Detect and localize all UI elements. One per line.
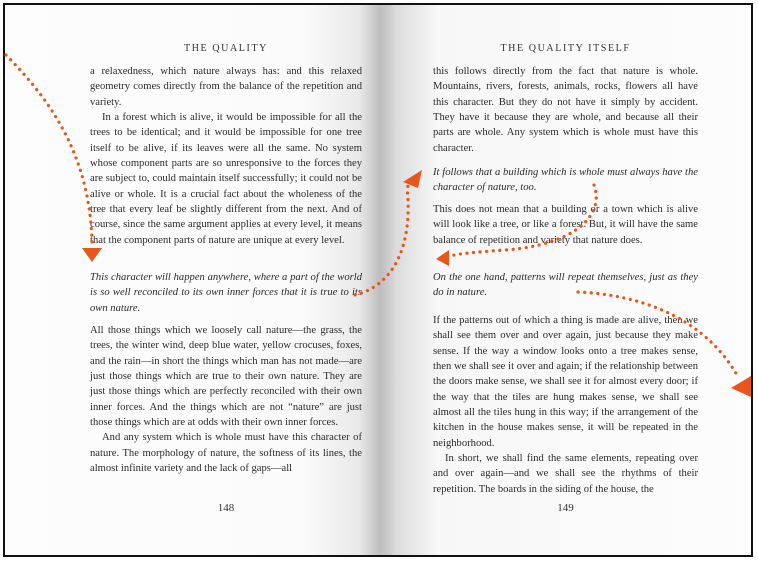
paragraph: If the patterns out of which a thing is made are alive, then we shall see them over and over again, just because they make sense. If the way a window looks onto a tree makes sense, then we shall see it over and again; if the relationship between the doors make sense, we shall see it for almost every door; if the way that the tiles are hung makes sense, we shall see almost all the tiles hung in this way; if the arrangement of the kitchen in the house makes sense, it will be repeated in the neighborhood. — [433, 315, 698, 449]
running-head: THE QUALITY — [184, 43, 268, 54]
running-head: THE QUALITY ITSELF — [500, 43, 631, 54]
emphasized-paragraph: It follows that a building which is whole must always have the character of nature, too. — [433, 167, 698, 194]
paragraph: this follows directly from the fact that nature is whole. Mountains, rivers, forests, animals, rocks, flowers all have this character. But they do not have it simply by accident. They have it because they are whole, and because all their parts are whole. Any system which is whole must have this character. — [433, 66, 698, 154]
paragraph: This does not mean that a building or a town which is alive will look like a tree, or like a forest. But, it will have the same balance of repetition and variety that nature does. — [433, 204, 698, 246]
text-block — [433, 313, 698, 497]
paragraph: In a forest which is alive, it would be impossible for all the trees to be identical; and it would be impossible for one tree itself to be alive, if its leaves were all the same. No system whose component parts are so unresponsive to the forces they are subject to, could maintain itself successfully; it could not be alive or whole. It is a crucial fact about the wholeness of the tree that every leaf be slightly different from the next. And of course, since the same argument applies at every level, it means that the component parts of nature are unique at every level. — [90, 112, 362, 246]
text-block — [433, 202, 698, 248]
text-block — [90, 323, 362, 476]
emphasized-paragraph: On the one hand, patterns will repeat themselves, just as they do in nature. — [433, 272, 698, 299]
text-block — [433, 270, 698, 301]
page-number: 148 — [217, 502, 235, 514]
text-block — [433, 64, 698, 156]
text-block — [90, 270, 362, 316]
paragraph: And any system which is whole must have this character of nature. The morphology of nature, the softness of its lines, the almost infinite variety and the lack of gaps—all — [90, 432, 362, 475]
emphasized-paragraph: This character will happen anywhere, where a part of the world is so well reconciled to its own inner forces that it is true to its own nature. — [90, 272, 362, 314]
paragraph: a relaxedness, which nature always has: and this relaxed geometry comes directly from the balance of the repetition and variety. — [90, 66, 362, 108]
page-number: 149 — [557, 502, 574, 514]
text-block — [433, 165, 698, 196]
book-spread-frame — [3, 3, 753, 557]
text-block — [90, 64, 362, 248]
paragraph: All those things which we loosely call nature—the grass, the trees, the winter wind, deep blue water, yellow crocuses, foxes, and the rain—in short the things which man has not made—are just those things which are true to their own nature. They are just those things which are perfectly reconciled with their own inner forces. And the things which are not “nature” are just those things which are at odds with their own inner forces. — [90, 325, 362, 429]
paragraph: In short, we shall find the same elements, repeating over and over again—and we shall see the rhythms of their repetition. The boards in the siding of the house, the — [433, 453, 698, 495]
